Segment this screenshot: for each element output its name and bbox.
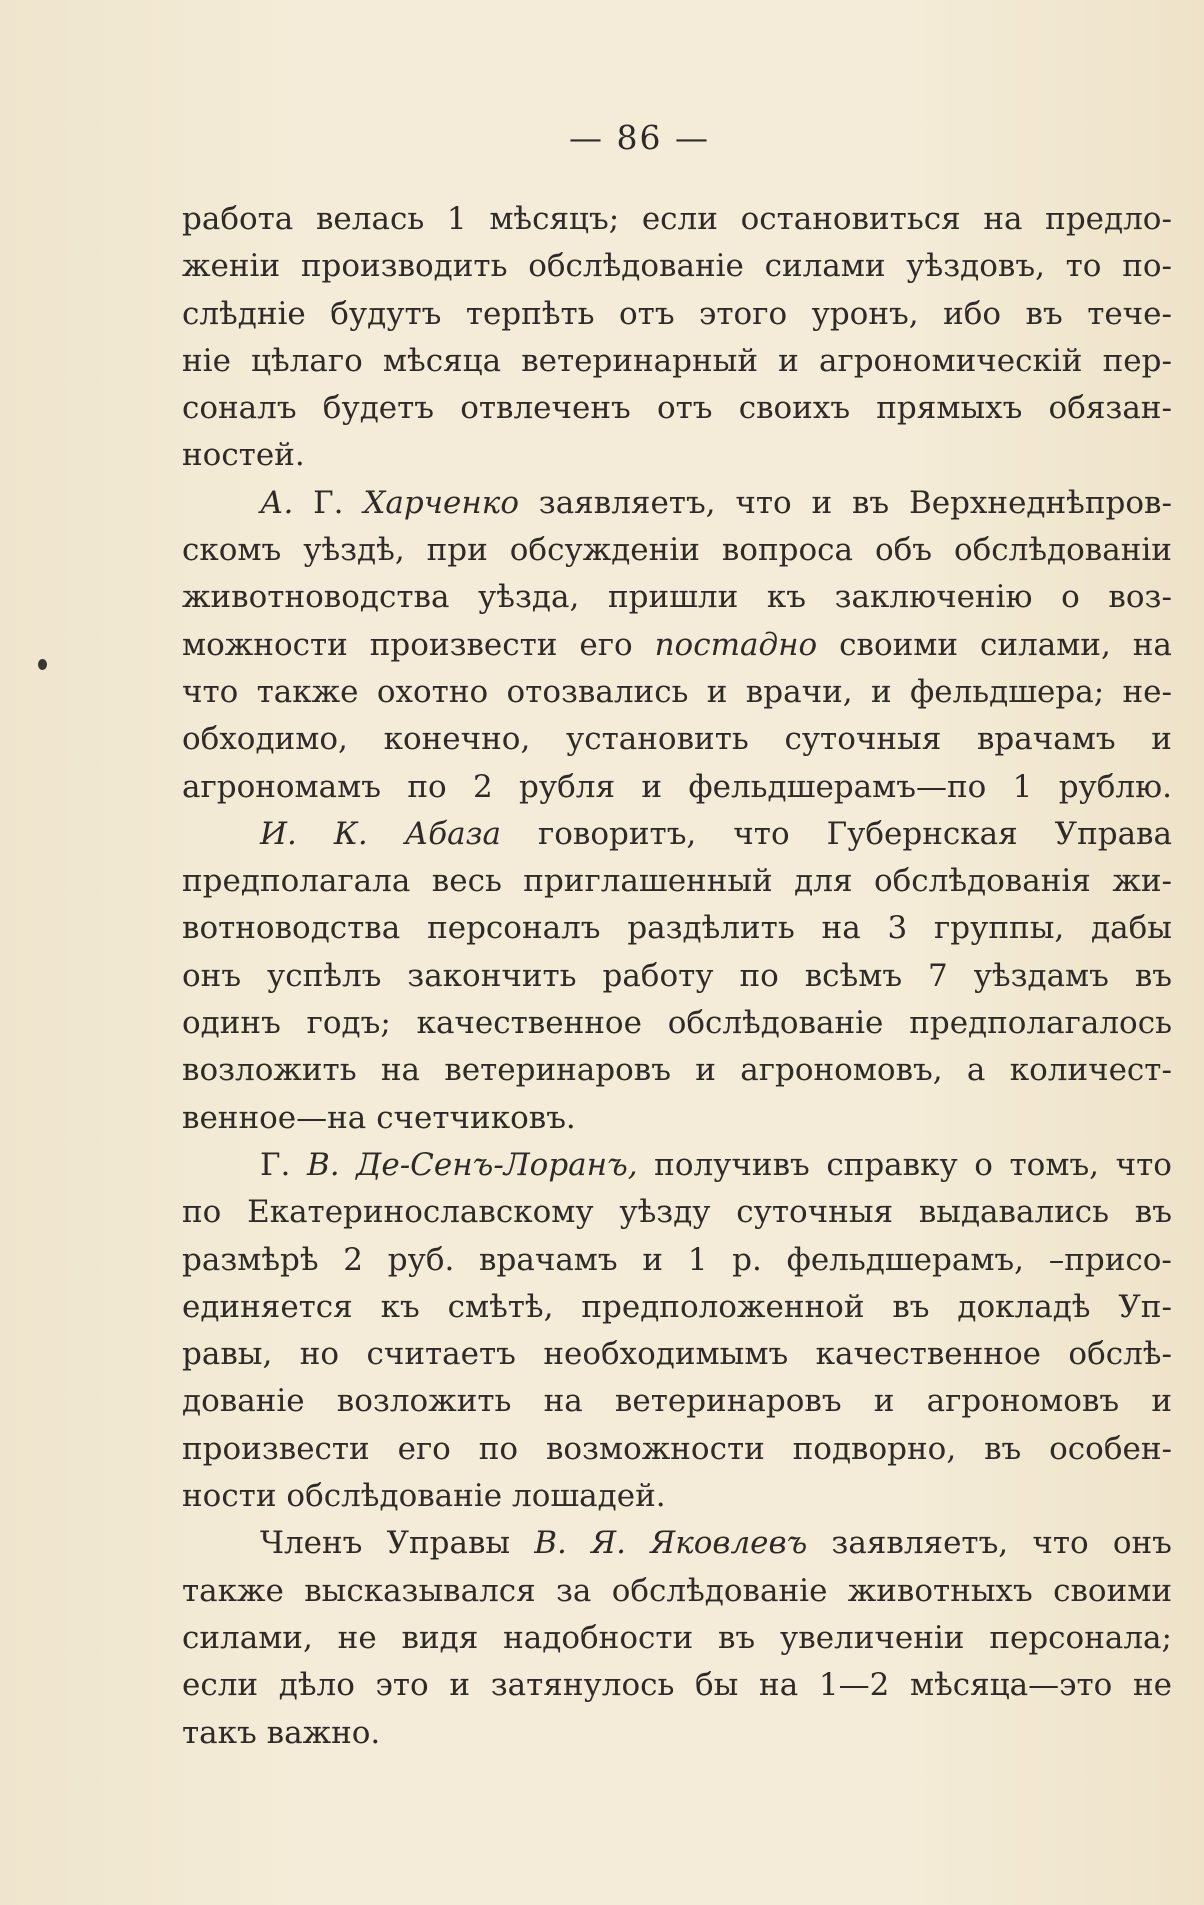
ink-blot bbox=[38, 659, 47, 670]
word: всѣмъ bbox=[804, 957, 903, 994]
word: подворно, bbox=[792, 1430, 957, 1467]
word: работа bbox=[182, 201, 294, 237]
text-line bbox=[182, 1473, 1172, 1520]
word: ибо bbox=[943, 295, 1002, 332]
body-text bbox=[182, 196, 1172, 1757]
word: на bbox=[1132, 626, 1172, 663]
word: единяется bbox=[182, 1288, 353, 1325]
text-line bbox=[182, 953, 1172, 1000]
word: фельдшерамъ—по bbox=[688, 768, 987, 805]
word: важно. bbox=[266, 1714, 381, 1751]
word: своими bbox=[839, 626, 959, 663]
text-line bbox=[182, 1662, 1172, 1709]
word: не bbox=[337, 1619, 377, 1656]
word: животныхъ bbox=[847, 1572, 1033, 1609]
word: что bbox=[1115, 1146, 1172, 1183]
word: производить bbox=[300, 248, 508, 285]
word: это bbox=[375, 1667, 429, 1704]
word: возможности bbox=[545, 1430, 765, 1467]
word: уѣзда, bbox=[478, 579, 580, 616]
word: на bbox=[759, 1667, 799, 1704]
word: персонала; bbox=[989, 1619, 1172, 1656]
word: рубля bbox=[519, 768, 616, 805]
word: выдавались bbox=[918, 1194, 1110, 1231]
text-line bbox=[182, 480, 1172, 527]
word: говоритъ, bbox=[538, 815, 697, 852]
word: ветеринаровъ bbox=[444, 1052, 671, 1089]
word: и bbox=[873, 1383, 895, 1420]
word: Я. bbox=[591, 1525, 626, 1562]
word: ветеринаровъ bbox=[614, 1383, 842, 1420]
word: суточныя bbox=[784, 721, 942, 758]
text-line bbox=[182, 1615, 1172, 1662]
word: обсужденіи bbox=[509, 532, 700, 569]
word: надобности bbox=[503, 1619, 694, 1656]
word: въ bbox=[1025, 295, 1063, 332]
text-line bbox=[182, 669, 1172, 716]
text-line bbox=[182, 1095, 1172, 1142]
text-line bbox=[182, 622, 1172, 669]
word: Членъ bbox=[260, 1525, 363, 1562]
word: установить bbox=[566, 721, 749, 758]
text-line bbox=[182, 432, 1172, 479]
word: Губернская bbox=[826, 815, 1018, 852]
text-line bbox=[182, 1000, 1172, 1047]
word: томъ, bbox=[1009, 1146, 1100, 1183]
word: количест- bbox=[1009, 1052, 1172, 1089]
word: и bbox=[811, 484, 833, 521]
word: соналъ bbox=[182, 390, 297, 427]
word: пер- bbox=[1102, 342, 1172, 379]
word: такъ bbox=[182, 1714, 257, 1751]
word: агрономовъ bbox=[926, 1383, 1120, 1420]
text-line bbox=[182, 1142, 1172, 1189]
word: заключенію bbox=[834, 579, 1033, 616]
word: отвлеченъ bbox=[460, 390, 631, 427]
word: уронъ, bbox=[811, 295, 919, 332]
word: рублю. bbox=[1058, 768, 1172, 805]
word: и bbox=[695, 1052, 716, 1089]
word: а bbox=[966, 1052, 986, 1089]
word: женіи bbox=[182, 248, 281, 285]
word: къ bbox=[766, 579, 807, 616]
word: получивъ bbox=[654, 1146, 810, 1183]
word: этого bbox=[699, 295, 788, 332]
word: можности bbox=[182, 626, 348, 663]
word: высказывался bbox=[304, 1572, 536, 1609]
word: силами bbox=[764, 248, 886, 285]
word: отъ bbox=[619, 295, 675, 332]
word: на bbox=[821, 910, 861, 947]
word: видя bbox=[401, 1619, 479, 1656]
word: не- bbox=[1122, 673, 1172, 710]
word: обслѣдованіе bbox=[528, 248, 744, 285]
word: 1 bbox=[1012, 768, 1033, 805]
text-line bbox=[182, 1237, 1172, 1284]
word: одинъ bbox=[182, 1005, 281, 1042]
word: тече- bbox=[1087, 295, 1172, 332]
word: силами, bbox=[980, 626, 1111, 663]
text-line bbox=[182, 1189, 1172, 1236]
word: В. bbox=[534, 1525, 567, 1562]
word: 1 bbox=[687, 1241, 708, 1278]
word: раздѣлить bbox=[627, 910, 795, 947]
word: что bbox=[735, 484, 792, 521]
word: 1—2 bbox=[818, 1667, 890, 1704]
word: и bbox=[641, 768, 663, 805]
word: и bbox=[706, 673, 728, 710]
word: Де-Сенъ-Лоранъ, bbox=[356, 1146, 638, 1183]
word: персоналъ bbox=[427, 910, 601, 947]
text-line bbox=[182, 338, 1172, 385]
word: предполагалось bbox=[909, 1005, 1172, 1042]
word: приглашенный bbox=[523, 863, 773, 900]
word: заявляетъ, bbox=[831, 1525, 1009, 1562]
word: фельдшера; bbox=[909, 673, 1105, 710]
word: равы, bbox=[182, 1336, 273, 1373]
word: отозвались bbox=[506, 673, 689, 710]
word: въ bbox=[851, 484, 890, 521]
word: предло- bbox=[1045, 201, 1172, 237]
word: и bbox=[1151, 1383, 1172, 1420]
word: считаетъ bbox=[366, 1336, 516, 1373]
text-line bbox=[182, 905, 1172, 952]
word: обслѣдованіе bbox=[667, 1005, 884, 1042]
word: жи- bbox=[1112, 863, 1172, 900]
word: на bbox=[380, 1052, 421, 1089]
word: ностей. bbox=[182, 437, 305, 474]
word: ветеринарный bbox=[521, 342, 759, 379]
word: успѣлъ bbox=[266, 957, 382, 994]
word: годъ; bbox=[306, 1005, 391, 1042]
word: А. bbox=[260, 484, 294, 521]
text-line bbox=[182, 1568, 1172, 1615]
word: затянулось bbox=[490, 1667, 675, 1704]
word: вотноводства bbox=[182, 910, 401, 947]
word: его bbox=[397, 1430, 451, 1467]
word: и bbox=[642, 1241, 664, 1278]
word: врачамъ bbox=[976, 721, 1116, 758]
word: смѣтѣ, bbox=[447, 1288, 554, 1325]
word: особен- bbox=[1049, 1430, 1172, 1467]
word: –присо- bbox=[1048, 1241, 1172, 1278]
word: агрономамъ bbox=[182, 768, 381, 805]
word: уѣздовъ, bbox=[906, 248, 1045, 285]
word: дабы bbox=[1091, 910, 1172, 947]
word: конечно, bbox=[383, 721, 531, 758]
word: В. bbox=[306, 1146, 340, 1183]
word: необходимымъ bbox=[543, 1336, 789, 1373]
word: произвести bbox=[182, 1430, 370, 1467]
text-line bbox=[182, 858, 1172, 905]
word: И. bbox=[260, 815, 297, 852]
word: по bbox=[739, 957, 779, 994]
word: также bbox=[256, 673, 359, 710]
word: отъ bbox=[656, 390, 713, 427]
word: обслѣдованіи bbox=[953, 532, 1172, 569]
word: весь bbox=[431, 863, 502, 900]
word: слѣдніе bbox=[182, 295, 306, 332]
word: 7 bbox=[927, 957, 948, 994]
word: воз- bbox=[1108, 579, 1172, 616]
word: о bbox=[1061, 579, 1080, 616]
word: въ bbox=[1134, 1194, 1172, 1231]
word: по bbox=[478, 1430, 519, 1467]
word: за bbox=[556, 1572, 592, 1609]
word: охотно bbox=[376, 673, 489, 710]
word: докладѣ bbox=[957, 1288, 1091, 1325]
word: если bbox=[641, 201, 718, 237]
text-line bbox=[182, 1284, 1172, 1331]
word: лошадей. bbox=[512, 1478, 666, 1515]
word: обязан- bbox=[1048, 390, 1172, 427]
word: Харченко bbox=[363, 484, 519, 521]
word: на bbox=[543, 1383, 583, 1420]
word: животноводства bbox=[182, 579, 450, 616]
word: своихъ bbox=[738, 390, 851, 427]
word: обходимо, bbox=[182, 721, 348, 758]
word: Яковлевъ bbox=[650, 1525, 808, 1562]
word: увеличеніи bbox=[780, 1619, 965, 1656]
word: мѣсяцъ; bbox=[489, 201, 620, 237]
word: дованіе bbox=[182, 1383, 305, 1420]
text-line bbox=[182, 1710, 1172, 1757]
text-line bbox=[182, 385, 1172, 432]
word: обслѣдованіе bbox=[611, 1572, 828, 1609]
text-line bbox=[182, 1520, 1172, 1567]
word: и bbox=[870, 673, 892, 710]
text-line bbox=[182, 1378, 1172, 1425]
word: вопроса bbox=[721, 532, 853, 569]
word: къ bbox=[380, 1288, 420, 1325]
word: группы, bbox=[934, 910, 1065, 947]
word: въ bbox=[717, 1619, 756, 1656]
word: Г. bbox=[313, 484, 344, 521]
word: постадно bbox=[654, 626, 818, 663]
word: онъ bbox=[1112, 1525, 1172, 1562]
word: качественное bbox=[416, 1005, 642, 1042]
word: произвести bbox=[369, 626, 558, 663]
word: обслѣдованія bbox=[873, 863, 1091, 900]
word: велась bbox=[315, 201, 425, 237]
word: обслѣ- bbox=[1068, 1336, 1172, 1373]
word: суточныя bbox=[736, 1194, 894, 1231]
word: будетъ bbox=[322, 390, 435, 427]
word: онъ bbox=[182, 957, 242, 994]
word: цѣлаго bbox=[251, 342, 363, 379]
word: въ bbox=[1134, 957, 1172, 994]
word: размѣрѣ bbox=[182, 1241, 319, 1278]
word: уѣздамъ bbox=[973, 957, 1109, 994]
word: на bbox=[983, 201, 1023, 237]
word: по- bbox=[1122, 248, 1172, 285]
word: для bbox=[794, 863, 853, 900]
text-line bbox=[182, 574, 1172, 621]
word: не bbox=[1132, 1667, 1172, 1704]
word: К. bbox=[333, 815, 368, 852]
word: предположенной bbox=[581, 1288, 865, 1325]
word: Управы bbox=[386, 1525, 511, 1562]
word: 3 bbox=[887, 910, 908, 947]
word: агрономовъ, bbox=[740, 1052, 943, 1089]
word: силами, bbox=[182, 1619, 313, 1656]
page-number: — 86 — bbox=[569, 118, 710, 157]
word: справку bbox=[826, 1146, 958, 1183]
text-line bbox=[182, 1426, 1172, 1473]
word: Уп- bbox=[1118, 1288, 1172, 1325]
word: счетчиковъ. bbox=[376, 1099, 576, 1136]
word: дѣло bbox=[278, 1667, 355, 1704]
word: и bbox=[449, 1667, 471, 1704]
word: что bbox=[733, 815, 790, 852]
word: предполагала bbox=[182, 863, 411, 900]
word: агрономическій bbox=[818, 342, 1083, 379]
word: что bbox=[1032, 1525, 1089, 1562]
word: то bbox=[1065, 248, 1102, 285]
word: Г. bbox=[260, 1146, 291, 1183]
word: въ bbox=[892, 1288, 930, 1325]
word: закончить bbox=[407, 957, 577, 994]
text-line bbox=[182, 764, 1172, 811]
word: уѣздѣ, bbox=[303, 532, 405, 569]
word: бы bbox=[695, 1667, 739, 1704]
text-line bbox=[182, 243, 1172, 290]
word: мѣсяца—это bbox=[909, 1667, 1113, 1704]
word: при bbox=[426, 532, 488, 569]
word: своими bbox=[1053, 1572, 1172, 1609]
word: ности bbox=[182, 1478, 277, 1515]
word: обслѣдованіе bbox=[286, 1478, 503, 1515]
word: руб. bbox=[387, 1241, 455, 1278]
word: его bbox=[579, 626, 633, 663]
word: возложить bbox=[336, 1383, 512, 1420]
text-line bbox=[182, 1047, 1172, 1094]
text-line bbox=[182, 291, 1172, 338]
word: по bbox=[407, 768, 447, 805]
word: по bbox=[182, 1194, 222, 1231]
word: о bbox=[974, 1146, 993, 1183]
word: объ bbox=[874, 532, 932, 569]
word: но bbox=[299, 1336, 340, 1373]
word: врачи, bbox=[745, 673, 853, 710]
word: уѣзду bbox=[619, 1194, 711, 1231]
word: работу bbox=[602, 957, 714, 994]
word: и bbox=[1151, 721, 1172, 758]
text-line bbox=[182, 527, 1172, 574]
word: возложить bbox=[182, 1052, 357, 1089]
word: Управа bbox=[1054, 815, 1172, 852]
word: терпѣть bbox=[465, 295, 595, 332]
word: 1 bbox=[446, 201, 467, 237]
word: что bbox=[182, 673, 239, 710]
word: если bbox=[182, 1667, 259, 1704]
word: р. bbox=[732, 1241, 762, 1278]
word: заявляетъ, bbox=[538, 484, 716, 521]
text-line bbox=[182, 196, 1172, 243]
word: въ bbox=[984, 1430, 1022, 1467]
word: фельдшерамъ, bbox=[786, 1241, 1025, 1278]
word: Абаза bbox=[404, 815, 502, 852]
word: 2 bbox=[472, 768, 493, 805]
word: также bbox=[182, 1572, 284, 1609]
word: будутъ bbox=[330, 295, 442, 332]
word: пришли bbox=[607, 579, 739, 616]
word: качественное bbox=[815, 1336, 1041, 1373]
word: прямыхъ bbox=[876, 390, 1023, 427]
word: скомъ bbox=[182, 532, 282, 569]
word: венное—на bbox=[182, 1099, 367, 1136]
text-line bbox=[182, 811, 1172, 858]
word: остановиться bbox=[740, 201, 961, 237]
word: Верхнеднѣпров- bbox=[908, 484, 1172, 521]
text-line bbox=[182, 716, 1172, 763]
word: 2 bbox=[343, 1241, 364, 1278]
word: ніе bbox=[182, 342, 231, 379]
text-line bbox=[182, 1331, 1172, 1378]
word: и bbox=[778, 342, 799, 379]
word: мѣсяца bbox=[382, 342, 502, 379]
word: врачамъ bbox=[479, 1241, 618, 1278]
word: Екатеринославскому bbox=[247, 1194, 594, 1231]
